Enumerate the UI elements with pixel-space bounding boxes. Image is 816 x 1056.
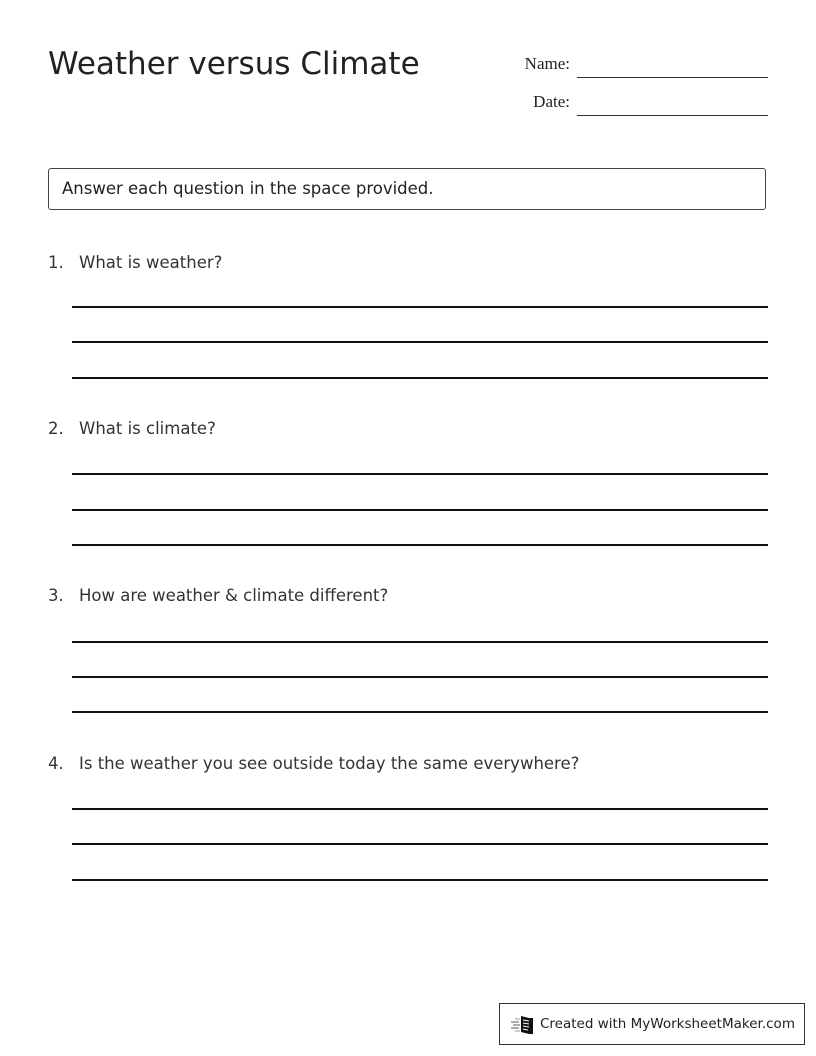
answer-line[interactable] <box>72 473 768 475</box>
question-text: What is weather? <box>79 253 223 272</box>
instructions-box <box>48 168 766 210</box>
footer-badge[interactable] <box>499 1003 805 1045</box>
question-number: 4. <box>48 754 64 773</box>
question-text: How are weather & climate different? <box>79 586 389 605</box>
answer-line[interactable] <box>72 341 768 343</box>
question-number: 3. <box>48 586 64 605</box>
footer-text: Created with MyWorksheetMaker.com <box>540 1016 795 1032</box>
name-input-line[interactable] <box>577 77 768 78</box>
answer-line[interactable] <box>72 808 768 810</box>
question-number: 2. <box>48 419 64 438</box>
answer-line[interactable] <box>72 377 768 379</box>
answer-line[interactable] <box>72 843 768 845</box>
answer-line[interactable] <box>72 641 768 643</box>
worksheet-title: Weather versus Climate <box>48 46 420 82</box>
instructions-text: Answer each question in the space provided. <box>62 179 434 198</box>
date-input-line[interactable] <box>577 115 768 116</box>
date-field[interactable] <box>500 92 768 116</box>
question-number: 1. <box>48 253 64 272</box>
name-label: Name: <box>524 54 570 73</box>
question-text: What is climate? <box>79 419 216 438</box>
answer-line[interactable] <box>72 879 768 881</box>
answer-line[interactable] <box>72 711 768 713</box>
answer-line[interactable] <box>72 676 768 678</box>
question-text: Is the weather you see outside today the same everywhere? <box>79 754 580 773</box>
worksheet-maker-logo-icon <box>510 1015 536 1035</box>
name-field[interactable] <box>500 54 768 78</box>
answer-line[interactable] <box>72 306 768 308</box>
answer-line[interactable] <box>72 509 768 511</box>
answer-line[interactable] <box>72 544 768 546</box>
date-label: Date: <box>533 92 570 111</box>
